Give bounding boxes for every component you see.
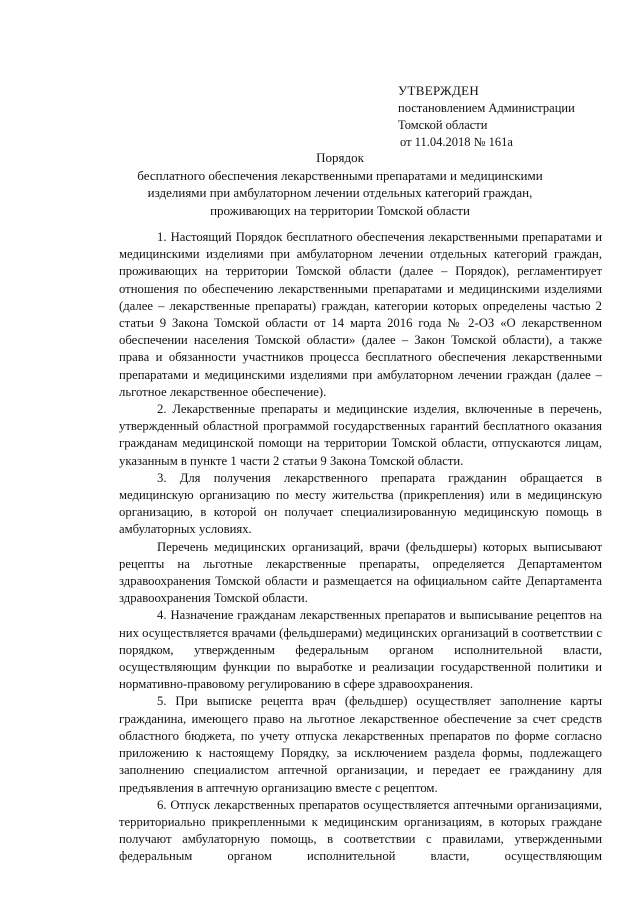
title-line: бесплатного обеспечения лекарственными препаратами и медицинскими [137, 167, 543, 183]
paragraph-3: 3. Для получения лекарственного препарата гражданин обращается в медицинскую организацию по месту жительства (прикрепления) или в медицинскую организацию, в которой он получает специализированную медицинскую помощь в амбулаторных условиях. [119, 470, 602, 537]
paragraph-1: 1. Настоящий Порядок бесплатного обеспечения лекарственными препаратами и медицинскими изделиями при амбулаторном лечении отдельных категорий граждан, проживающих на территории Томской области (далее – Порядок), регламентирует отношения по обеспечению лекарственными препаратами и медицинскими изделиями (далее – лекарственные препараты) граждан, категории которых определены частью 2 статьи 9 Закона Томской области от 14 марта 2016 года № 2-ОЗ «О лекарственном обеспечении населения Томской области» (далее – Закон Томской области), а также права и обязанности участников процесса бесплатного обеспечения лекарственными препаратами и медицинскими изделиями при амбулаторном лечении граждан (далее – льготное лекарственное обеспечение). [119, 230, 602, 399]
paragraph-6: 6. Отпуск лекарственных препаратов осуществляется аптечными организациями, территориально прикрепленными к медицинским организациям, в которых граждане получают амбулаторную помощь, в соответствии с правилами, утвержденными федеральным органом исполнительной власти, осуществляющим [119, 797, 602, 864]
title-line: Порядок [316, 150, 364, 165]
approval-stamp [398, 82, 618, 151]
paragraph-4: 4. Назначение гражданам лекарственных препаратов и выписывание рецептов на них осуществляется врачами (фельдшерами) медицинских организаций в соответствии с порядком, утвержденным федеральным органом исполнительной власти, осуществляющим функции по выработке и реализации государственной политики и нормативно-правовому регулированию в сфере здравоохранения. [119, 608, 602, 692]
approval-line: Томской области [398, 118, 488, 132]
title-line: изделиями при амбулаторном лечении отдельных категорий граждан, [147, 185, 533, 200]
approval-heading: УТВЕРЖДЕН [398, 83, 480, 98]
document-body [119, 229, 602, 866]
paragraph-2: 2. Лекарственные препараты и медицинские изделия, включенные в перечень, утвержденный областной программой государственных гарантий бесплатного оказания гражданам медицинской помощи на территории Томской области, отпускаются лицам, указанным в пункте 1 части 2 статьи 9 Закона Томской области. [119, 402, 602, 468]
paragraph-5: 5. При выписке рецепта врач (фельдшер) осуществляет заполнение карты гражданина, имеющего право на льготное лекарственное обеспечение за счет средств областного бюджета, по учету отпуска лекарственных препаратов по форме согласно приложению к настоящему Порядку, за исключением раздела формы, подлежащего заполнению специалистом аптечной организации, и передает ее гражданину для предъявления в аптечную организацию вместе с рецептом. [119, 694, 602, 795]
title-line: проживающих на территории Томской области [210, 202, 470, 218]
document-title [60, 149, 620, 219]
paragraph-3-list: Перечень медицинских организаций, врачи (фельдшеры) которых выписывают рецепты на льготные лекарственные препараты, определяется Департаментом здравоохранения Томской области и размещается на официальном сайте Департамента здравоохранения Томской области. [119, 539, 602, 606]
approval-line: постановлением Администрации [398, 101, 575, 115]
approval-date-number: от 11.04.2018 № 161а [400, 135, 513, 149]
